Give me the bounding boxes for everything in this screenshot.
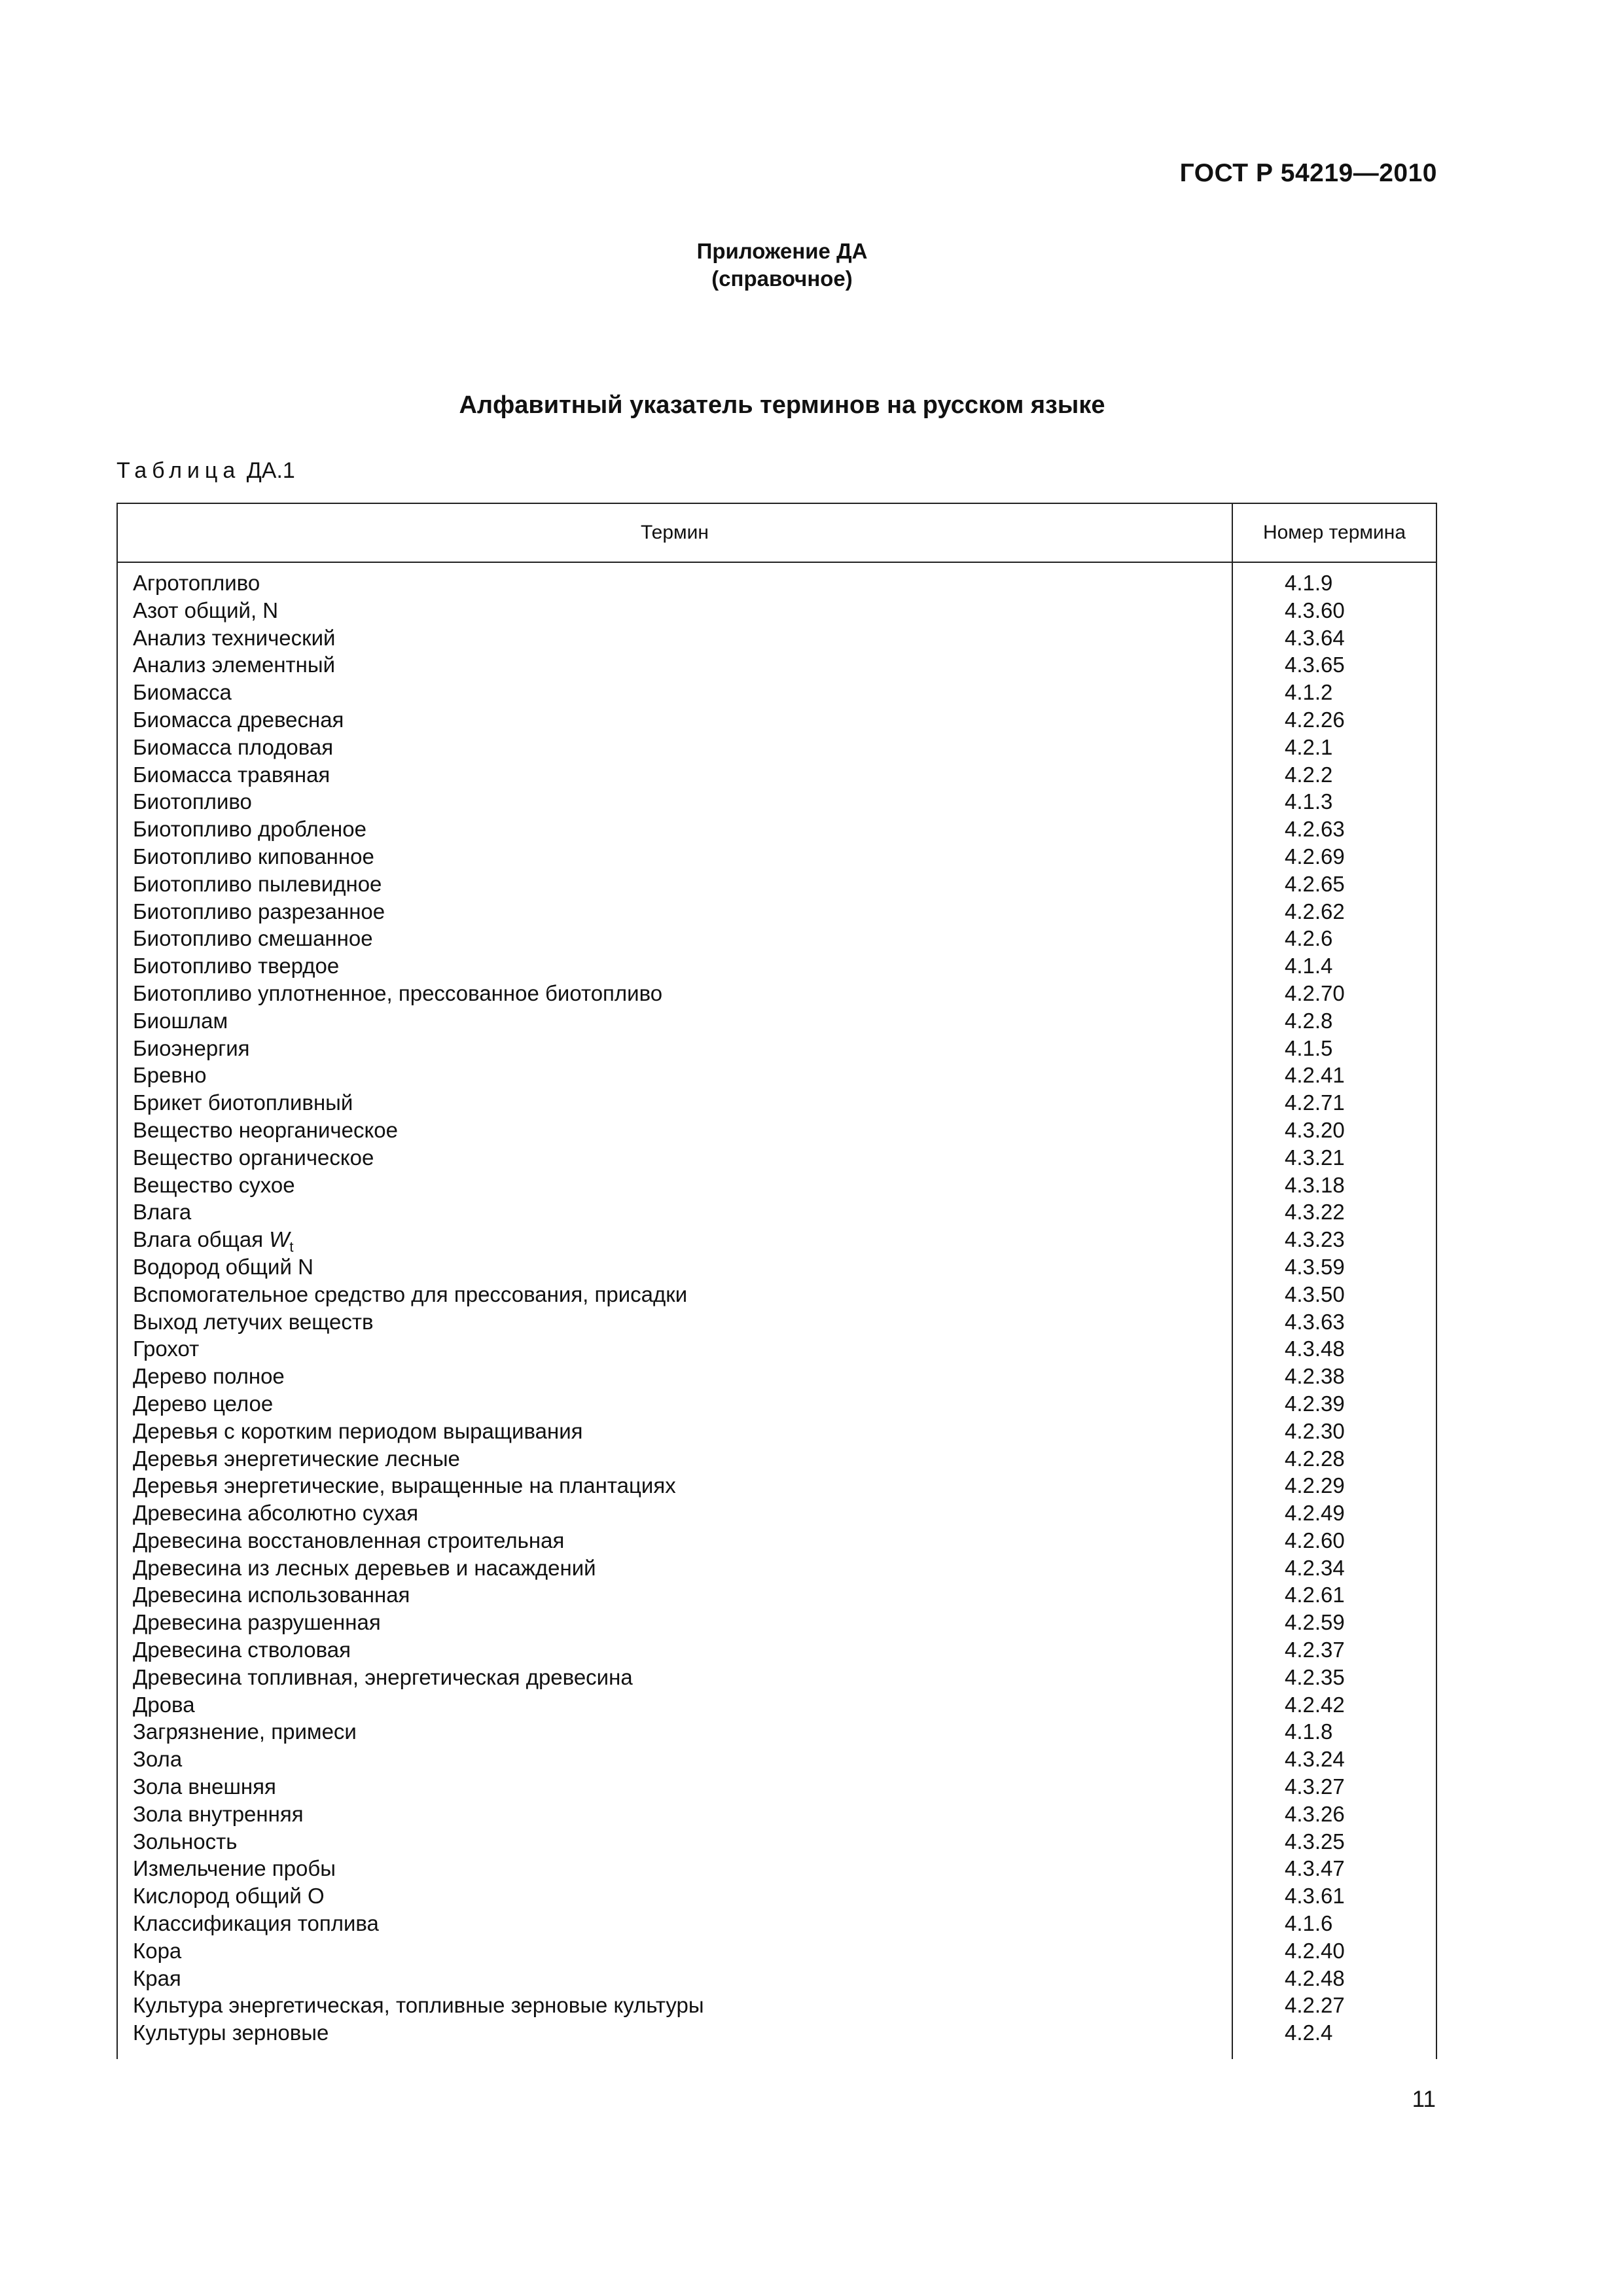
table-caption-prefix: Таблица: [116, 458, 241, 483]
term-cell: Зола: [133, 1747, 183, 1772]
table-row: [118, 1281, 1436, 1308]
term-number-cell: 4.2.2: [1285, 762, 1333, 787]
term-cell: Зола внешняя: [133, 1774, 276, 1799]
table-row: [118, 1226, 1436, 1253]
term-cell: Древесина топливная, энергетическая древесина: [133, 1664, 633, 1689]
term-cell: Культура энергетическая, топливные зерновые культуры: [133, 1993, 704, 2018]
table-row: [118, 843, 1436, 870]
table-row: [118, 1308, 1436, 1336]
term-cell: Загрязнение, примеси: [133, 1719, 357, 1744]
term-cell: Измельчение пробы: [133, 1856, 336, 1881]
table-row: [118, 870, 1436, 898]
table-row: [118, 1855, 1436, 1882]
table-row: [118, 952, 1436, 980]
term-cell: Водород общий N: [133, 1254, 313, 1279]
term-cell: Культуры зерновые: [133, 2020, 329, 2045]
term-number-cell: 4.3.48: [1285, 1336, 1345, 1361]
term-cell: Деревья энергетические, выращенные на плантациях: [133, 1473, 676, 1498]
term-cell: Классификация топлива: [133, 1911, 379, 1936]
table-caption-id: ДА.1: [246, 458, 295, 483]
term-number-cell: 4.2.48: [1285, 1965, 1345, 1990]
term-number-cell: 4.3.18: [1285, 1172, 1345, 1197]
term-cell: Анализ технический: [133, 625, 336, 650]
table-row: [118, 1390, 1436, 1418]
term-number-cell: 4.1.6: [1285, 1911, 1333, 1936]
term-number-cell: 4.2.70: [1285, 980, 1345, 1005]
table-row: [118, 816, 1436, 843]
term-cell: Кора: [133, 1938, 182, 1963]
column-header-number: Номер термина: [1262, 522, 1406, 543]
term-cell: Брикет биотопливный: [133, 1090, 353, 1115]
term-cell: Вещество неорганическое: [133, 1117, 398, 1142]
term-number-cell: 4.1.2: [1285, 680, 1333, 705]
term-number-cell: 4.2.26: [1285, 707, 1345, 732]
table-row: [118, 569, 1436, 597]
term-cell: Выход летучих веществ: [133, 1309, 374, 1334]
term-cell: Биомасса: [133, 680, 232, 705]
terms-table: [116, 503, 1437, 2059]
term-number-cell: 4.3.59: [1285, 1254, 1345, 1279]
term-number-cell: 4.2.60: [1285, 1528, 1345, 1552]
table-row: [118, 1581, 1436, 1609]
term-cell: Грохот: [133, 1336, 200, 1361]
table-row: [118, 1746, 1436, 1773]
term-cell: Биомасса древесная: [133, 707, 344, 732]
term-number-cell: 4.3.22: [1285, 1200, 1345, 1225]
term-number-cell: 4.2.35: [1285, 1664, 1345, 1689]
table-row: [118, 1363, 1436, 1390]
term-cell: Древесина разрушенная: [133, 1610, 381, 1635]
term-cell: Вещество сухое: [133, 1172, 295, 1197]
term-cell: Зола внутренняя: [133, 1801, 304, 1826]
table-row: [118, 980, 1436, 1007]
table-row: [118, 788, 1436, 816]
table-row: [118, 1445, 1436, 1473]
table-row: [118, 679, 1436, 706]
table-row: [118, 1418, 1436, 1445]
term-cell: Древесина использованная: [133, 1583, 410, 1607]
table-row: [118, 2019, 1436, 2047]
appendix-heading: [0, 238, 1564, 293]
term-number-cell: 4.2.71: [1285, 1090, 1345, 1115]
table-row: [118, 1801, 1436, 1828]
table-row: [118, 734, 1436, 761]
table-row: [118, 1910, 1436, 1937]
term-symbol: W: [269, 1227, 290, 1252]
term-number-cell: 4.3.60: [1285, 598, 1345, 622]
term-cell: Азот общий, N: [133, 598, 279, 622]
table-row: [118, 1882, 1436, 1910]
term-cell: Дерево целое: [133, 1391, 274, 1416]
table-row: [118, 1937, 1436, 1965]
term-number-cell: 4.3.20: [1285, 1117, 1345, 1142]
term-cell: Вспомогательное средство для прессования, присадки: [133, 1282, 688, 1306]
term-cell: Биомасса плодовая: [133, 734, 334, 759]
term-subscript: t: [289, 1238, 294, 1255]
table-row: [118, 1828, 1436, 1856]
term-number-cell: 4.3.21: [1285, 1145, 1345, 1170]
table-row: [118, 1636, 1436, 1664]
term-number-cell: 4.3.27: [1285, 1774, 1345, 1799]
table-body: [118, 569, 1436, 2047]
term-cell: Влага общая $W_t$: [133, 1227, 294, 1255]
standard-designation: ГОСТ Р 54219—2010: [1179, 159, 1437, 187]
table-header: [118, 504, 1436, 563]
table-row: [118, 1335, 1436, 1363]
term-number-cell: 4.2.34: [1285, 1555, 1345, 1580]
term-cell: Зольность: [133, 1829, 238, 1854]
term-number-cell: 4.3.26: [1285, 1801, 1345, 1826]
table-row: [118, 1691, 1436, 1719]
term-number-cell: 4.2.62: [1285, 899, 1345, 924]
term-cell: Биотопливо: [133, 789, 252, 814]
term-number-cell: 4.2.39: [1285, 1391, 1345, 1416]
table-row: [118, 1007, 1436, 1035]
term-cell: Края: [133, 1965, 181, 1990]
term-cell: Биотопливо твердое: [133, 954, 340, 978]
term-number-cell: 4.2.49: [1285, 1501, 1345, 1526]
appendix-subtitle: (справочное): [711, 266, 853, 291]
term-cell: Деревья энергетические лесные: [133, 1446, 460, 1471]
table-row: [118, 1062, 1436, 1089]
term-cell: Древесина абсолютно сухая: [133, 1501, 419, 1526]
term-cell: Дерево полное: [133, 1364, 285, 1389]
term-number-cell: 4.2.29: [1285, 1473, 1345, 1498]
term-number-cell: 4.3.50: [1285, 1282, 1345, 1306]
term-cell: Биошлам: [133, 1008, 228, 1033]
table-row: [118, 925, 1436, 952]
term-cell: Бревно: [133, 1063, 207, 1088]
term-cell: Анализ элементный: [133, 653, 336, 677]
term-number-cell: 4.2.6: [1285, 926, 1333, 951]
table-row: [118, 1117, 1436, 1144]
table-row: [118, 1718, 1436, 1746]
term-cell: Дрова: [133, 1692, 195, 1717]
term-cell: Деревья с коротким периодом выращивания: [133, 1418, 583, 1443]
term-number-cell: 4.2.69: [1285, 844, 1345, 869]
term-number-cell: 4.3.61: [1285, 1884, 1345, 1909]
table-row: [118, 1554, 1436, 1582]
term-cell: Биотопливо кипованное: [133, 844, 374, 869]
index-title: Алфавитный указатель терминов на русском языке: [459, 391, 1105, 419]
term-number-cell: 4.2.27: [1285, 1993, 1345, 2018]
term-cell: Древесина восстановленная строительная: [133, 1528, 565, 1552]
table-caption: [116, 458, 295, 484]
term-number-cell: 4.1.5: [1285, 1035, 1333, 1060]
term-number-cell: 4.3.64: [1285, 625, 1345, 650]
term-cell: Биотопливо уплотненное, прессованное биотопливо: [133, 980, 663, 1005]
term-number-cell: 4.3.25: [1285, 1829, 1345, 1854]
table-row: [118, 1992, 1436, 2019]
table-row: [118, 1172, 1436, 1199]
term-cell: Вещество органическое: [133, 1145, 374, 1170]
table-row: [118, 1198, 1436, 1226]
term-cell: Древесина стволовая: [133, 1638, 351, 1662]
term-number-cell: 4.2.61: [1285, 1583, 1345, 1607]
table-row: [118, 1035, 1436, 1062]
table-row: [118, 1527, 1436, 1554]
table-row: [118, 624, 1436, 652]
term-number-cell: 4.3.23: [1285, 1227, 1345, 1252]
term-number-cell: 4.2.30: [1285, 1418, 1345, 1443]
page-number: 11: [1412, 2087, 1436, 2112]
term-cell: Биотопливо дробленое: [133, 817, 366, 842]
table-row: [118, 651, 1436, 679]
term-number-cell: 4.3.63: [1285, 1309, 1345, 1334]
term-number-cell: 4.2.1: [1285, 734, 1333, 759]
term-cell: Древесина из лесных деревьев и насаждений: [133, 1555, 596, 1580]
table-row: [118, 1253, 1436, 1281]
term-number-cell: 4.2.40: [1285, 1938, 1345, 1963]
table-row: [118, 1144, 1436, 1172]
term-cell: Влага: [133, 1200, 192, 1225]
term-number-cell: 4.3.24: [1285, 1747, 1345, 1772]
table-row: [118, 1773, 1436, 1801]
term-number-cell: 4.3.65: [1285, 653, 1345, 677]
term-number-cell: 4.2.42: [1285, 1692, 1345, 1717]
term-cell: Биотопливо смешанное: [133, 926, 373, 951]
appendix-title: Приложение ДА: [696, 239, 868, 263]
table-row: [118, 1472, 1436, 1499]
term-cell: Биотопливо пылевидное: [133, 871, 382, 896]
term-number-cell: 4.2.28: [1285, 1446, 1345, 1471]
table-row: [118, 1965, 1436, 1992]
table-row: [118, 1089, 1436, 1117]
column-header-term: Термин: [641, 522, 709, 543]
table-row: [118, 761, 1436, 789]
term-number-cell: 4.2.65: [1285, 871, 1345, 896]
table-row: [118, 898, 1436, 925]
term-number-cell: 4.2.38: [1285, 1364, 1345, 1389]
term-number-cell: 4.1.9: [1285, 571, 1333, 595]
term-number-cell: 4.2.63: [1285, 817, 1345, 842]
table-row: [118, 1499, 1436, 1527]
table-row: [118, 597, 1436, 624]
term-number-cell: 4.1.8: [1285, 1719, 1333, 1744]
table-row: [118, 1609, 1436, 1636]
term-cell: Биомасса травяная: [133, 762, 330, 787]
term-cell: Биотопливо разрезанное: [133, 899, 385, 924]
term-number-cell: 4.2.8: [1285, 1008, 1333, 1033]
table-row: [118, 1664, 1436, 1691]
table-row: [118, 706, 1436, 734]
term-cell: Биоэнергия: [133, 1035, 250, 1060]
term-number-cell: 4.1.4: [1285, 954, 1333, 978]
term-cell: Кислород общий О: [133, 1884, 325, 1909]
term-number-cell: 4.2.59: [1285, 1610, 1345, 1635]
term-cell: Агротопливо: [133, 571, 260, 595]
term-number-cell: 4.3.47: [1285, 1856, 1345, 1881]
term-number-cell: 4.2.41: [1285, 1063, 1345, 1088]
term-number-cell: 4.2.4: [1285, 2020, 1333, 2045]
term-number-cell: 4.1.3: [1285, 789, 1333, 814]
term-number-cell: 4.2.37: [1285, 1638, 1345, 1662]
